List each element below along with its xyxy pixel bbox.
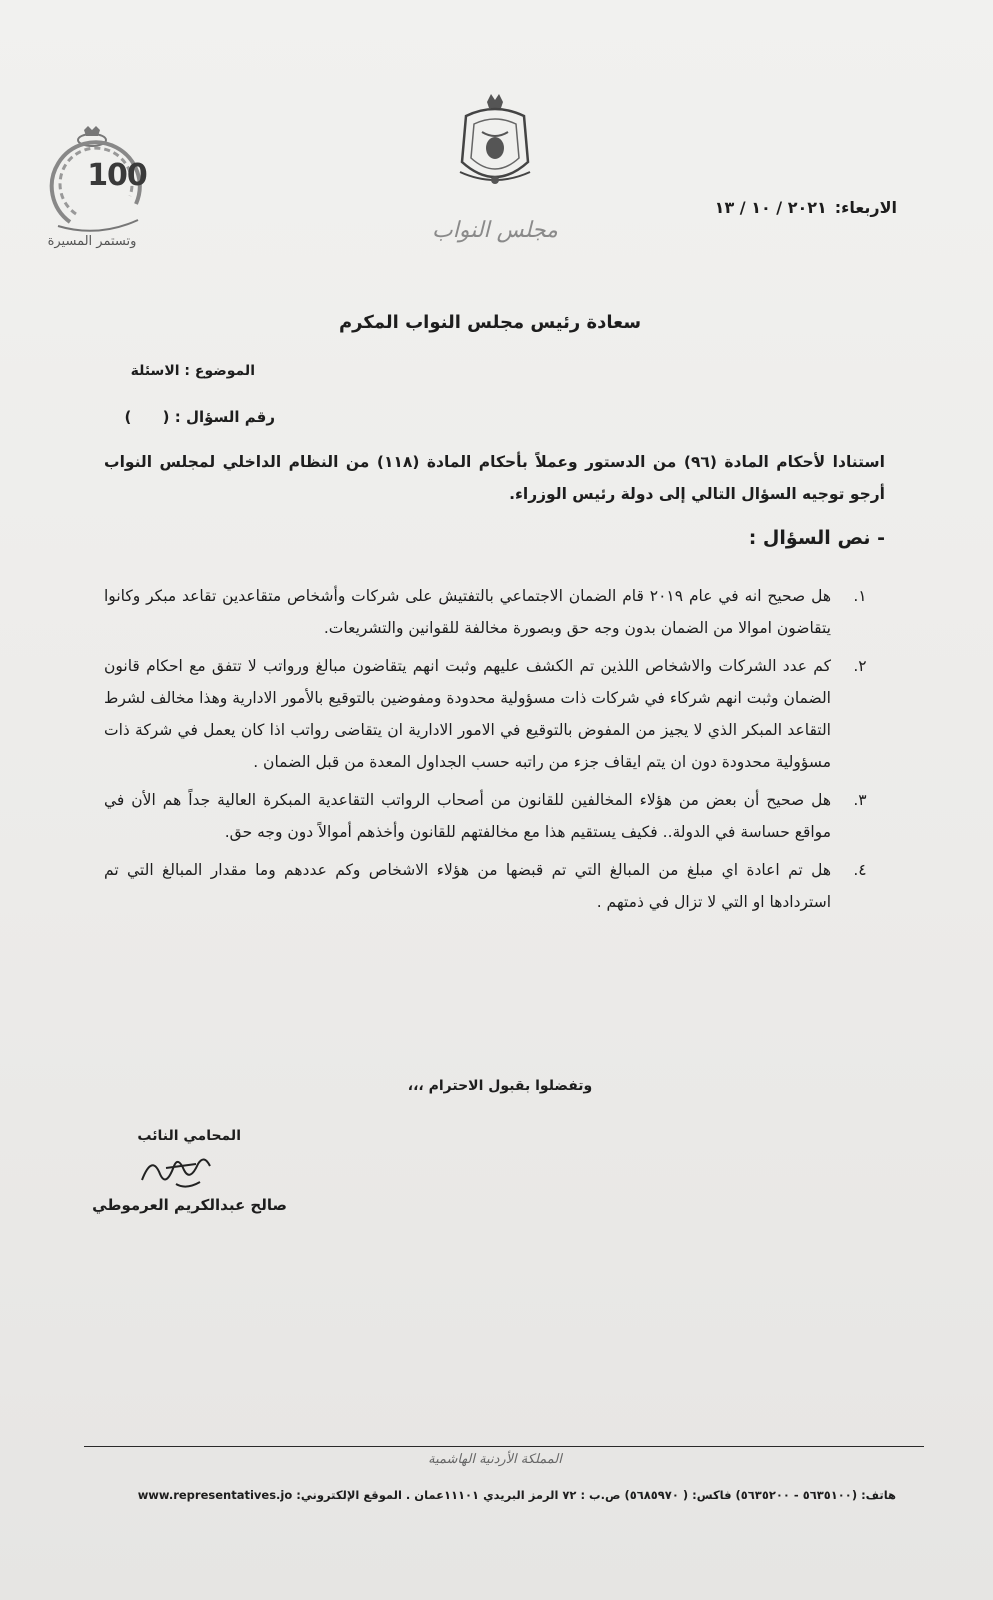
signatory-title: المحامي النائب [137, 1128, 241, 1144]
footer-divider [84, 1446, 924, 1447]
question-text: كم عدد الشركات والاشخاص اللذين تم الكشف عليهم وثبت انهم يتقاضون مبالغ ورواتب لا تتفق مع احكام قانون الضمان وثبت انهم شركاء في شركات ذات مسؤولية محدودة ومفوضين بالتوقيع بالأمور الادارية وهذا مخالف لشرط التقاعد المبكر الذي لا يجيز من المفوض بالتوقيع في الامور الادارية ان يتقاضى رواتب اذا كان يعمل في شركة ذات مسؤولية محدودة دون ان يتم ايقاف جزء من راتبه حسب الجداول المعدة من قبل الضمان . [104, 657, 831, 771]
website-link[interactable]: www.representatives.jo [137, 1488, 293, 1502]
centennial-logo [22, 88, 162, 258]
question-item [104, 580, 875, 644]
question-index: ١. [853, 587, 867, 605]
question-index: ٢. [853, 657, 867, 675]
centennial-number: 100 [87, 158, 147, 193]
coat-of-arms-icon [452, 92, 538, 192]
questions-heading: - نص السؤال : [748, 527, 885, 549]
closing-line: وتفضلوا بقبول الاحترام ،،، [407, 1078, 593, 1094]
question-index: ٣. [853, 791, 867, 809]
question-item [104, 784, 875, 848]
date-value: ٢٠٢١ / ١٠ / ١٣ [714, 198, 827, 217]
subject-line: الموضوع : الاسئلة [130, 363, 255, 379]
centennial-slogan: وتستمر المسيرة [47, 234, 137, 249]
question-text: هل تم اعادة اي مبلغ من المبالغ التي تم قبضها من هؤلاء الاشخاص وكم عددهم وما مقدار المبالغ التي تم استردادها او التي لا تزال في ذمتهم . [104, 861, 831, 911]
question-text: هل صحيح أن بعض من هؤلاء المخالفين للقانون من أصحاب الرواتب التقاعدية المبكرة العالية جداً هم الأن في مواقع حساسة في الدولة.. فكيف يستقيم هذا مع مخالفتهم للقانون وأخذهم أموالاً دون وجه حق. [104, 791, 831, 841]
footer-kingdom-logo: المملكة الأردنية الهاشمية [428, 1452, 562, 1467]
question-item [104, 650, 875, 778]
footer-contact [84, 1488, 896, 1502]
questions-list [104, 580, 875, 924]
question-number: رقم السؤال : ( ) [124, 408, 275, 426]
question-text: هل صحيح انه في عام ٢٠١٩ قام الضمان الاجتماعي بالتفتيش على شركات وأشخاص متقاعدين تقاعد مبكر وكانوا يتقاضون اموالا من الضمان بدون وجه حق وبصورة مخالفة للقوانين والتشريعات. [104, 587, 831, 637]
question-item [104, 854, 875, 918]
handwritten-signature [136, 1150, 226, 1192]
parliament-logo: مجلس النواب [432, 218, 558, 243]
signatory-name: صالح عبدالكريم العرموطي [92, 1196, 287, 1214]
question-index: ٤. [853, 861, 867, 879]
contact-info: هاتف: (٥٦٣٥١٠٠ - ٥٦٣٥٢٠٠) فاكس: ( ٥٦٨٥٩٧٠) ص.ب : ٧٢ الرمز البريدي ١١١٠١عمان . الموقع الإلكتروني: [296, 1488, 896, 1502]
letter-date [707, 198, 897, 217]
date-day: الاربعاء: [834, 198, 897, 217]
intro-paragraph: استنادا لأحكام المادة (٩٦) من الدستور وعملاً بأحكام المادة (١١٨) من النظام الداخلي لمجلس النواب أرجو توجيه السؤال التالي إلى دولة رئيس الوزراء. [104, 453, 885, 503]
addressee: سعادة رئيس مجلس النواب المكرم [338, 312, 642, 333]
